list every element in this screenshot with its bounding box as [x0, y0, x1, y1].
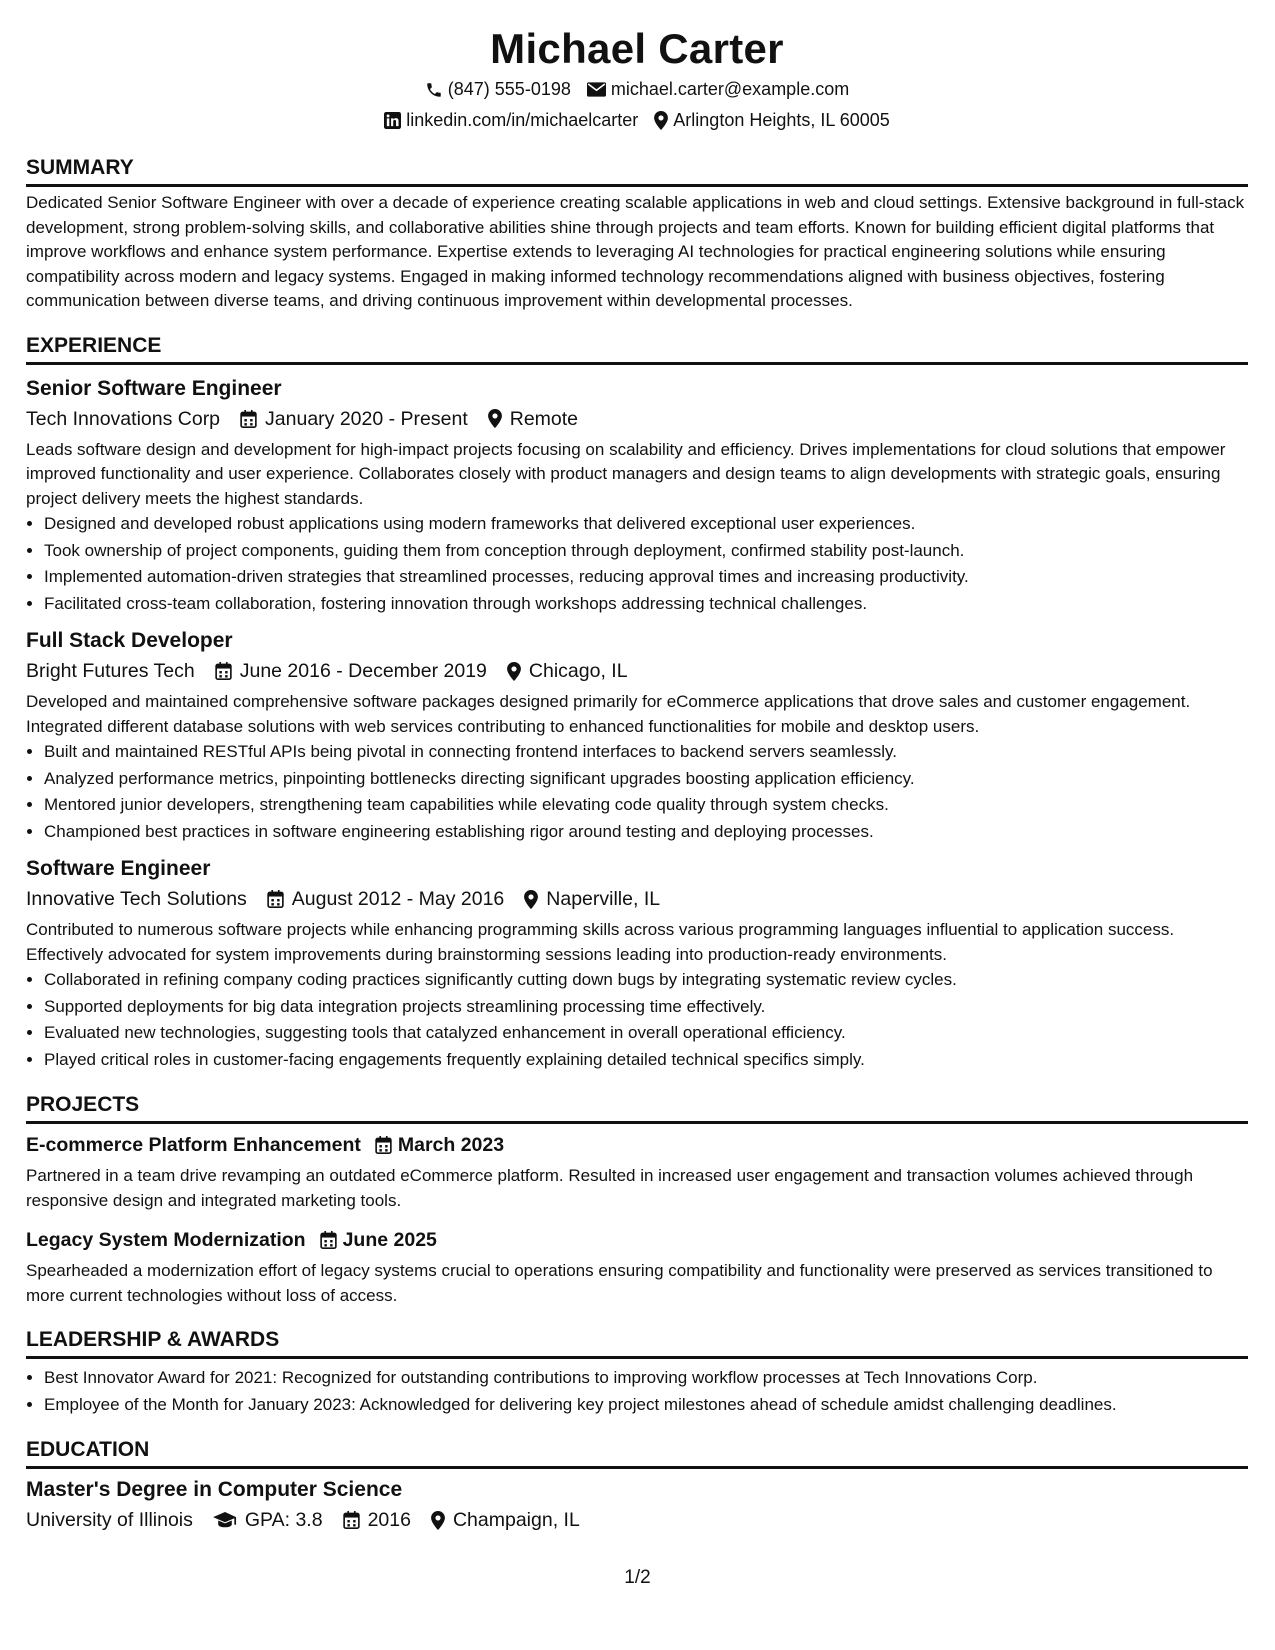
- school-name: University of Illinois: [26, 1509, 193, 1531]
- job-title: Software Engineer: [26, 857, 211, 880]
- job-meta: [26, 656, 1248, 686]
- graduation-year: [343, 1505, 411, 1535]
- awards-heading: LEADERSHIP & AWARDS: [26, 1326, 1248, 1359]
- list-item: • Supported deployments for big data integration projects streamlining processing time effectively.: [44, 994, 1248, 1021]
- list-item: • Designed and developed robust applications using modern frameworks that delivered exceptional user experiences.: [44, 511, 1248, 538]
- phone-number: (847) 555-0198: [447, 79, 571, 99]
- list-item: • Played critical roles in customer-facing engagements frequently explaining detailed technical specifics simply.: [44, 1047, 1248, 1074]
- project-name: E-commerce Platform Enhancement: [26, 1134, 361, 1156]
- phone-icon: [425, 81, 443, 99]
- date-range: January 2020 - Present: [265, 407, 468, 430]
- projects-heading: PROJECTS: [26, 1091, 1248, 1124]
- job-description: Developed and maintained comprehensive software packages designed primarily for eCommerce applications that drove sales and customer engagement. Integrated different database solutions with web services contributing to enhanced functionalities for mobile and desktop users.: [26, 692, 1191, 736]
- job-title: Full Stack Developer: [26, 629, 233, 652]
- list-item: • Championed best practices in software engineering establishing rigor around testing and deploying processes.: [44, 819, 1248, 846]
- job-bullets: [26, 739, 1248, 845]
- company-name: Tech Innovations Corp: [26, 407, 221, 430]
- page-number: 1/2: [624, 1567, 651, 1588]
- year-text: 2016: [367, 1509, 411, 1531]
- calendar-icon: [215, 662, 232, 680]
- job-description: Contributed to numerous software projects while enhancing programming skills across various programming languages influential to application success. Effectively advocated for system improvements during brainstorming sessions leading into production-ready environments.: [26, 920, 1175, 964]
- location-text: Arlington Heights, IL 60005: [673, 110, 890, 130]
- location-contact: [654, 105, 889, 136]
- calendar-icon: [343, 1511, 360, 1529]
- gpa-text: GPA: 3.8: [244, 1509, 323, 1531]
- date-range: August 2012 - May 2016: [291, 888, 505, 910]
- job-bullets: [26, 511, 1248, 617]
- job-entry: [26, 374, 1248, 618]
- map-pin-icon: [431, 1511, 445, 1530]
- list-item: • Collaborated in refining company coding practices significantly cutting down bugs by integrating systematic review cycles.: [44, 967, 1248, 994]
- awards-section: [26, 1326, 1248, 1418]
- linkedin-contact[interactable]: [384, 105, 638, 136]
- job-company: [26, 404, 220, 434]
- education-location: [431, 1505, 580, 1535]
- calendar-icon: [320, 1231, 337, 1249]
- graduation-cap-icon: [213, 1512, 237, 1529]
- education-section: [26, 1436, 1248, 1535]
- linkedin-url[interactable]: linkedin.com/in/michaelcarter: [406, 110, 639, 130]
- list-item: • Employee of the Month for January 2023: Acknowledged for delivering key project milestones ahead of schedule amidst challenging deadlines.: [44, 1392, 1248, 1419]
- contact-line-1: [26, 74, 1248, 105]
- experience-section: [26, 332, 1248, 1074]
- job-dates: [267, 884, 504, 914]
- projects-section: [26, 1091, 1248, 1308]
- job-location: [507, 656, 628, 686]
- project-header: [26, 1225, 1248, 1255]
- map-pin-icon: [507, 662, 521, 681]
- project-date: [320, 1225, 437, 1255]
- job-meta: [26, 404, 1248, 434]
- summary-heading: SUMMARY: [26, 154, 1248, 187]
- map-pin-icon: [654, 111, 668, 130]
- map-pin-icon: [488, 409, 502, 428]
- candidate-name: Michael Carter: [490, 25, 784, 72]
- date-range: June 2016 - December 2019: [239, 660, 487, 682]
- job-location-text: Remote: [509, 407, 579, 430]
- job-location: [524, 884, 660, 914]
- project-description: Spearheaded a modernization effort of legacy systems crucial to operations ensuring compatibility and functionality were preserved as services transitioned to more current technologies without loss of access.: [26, 1261, 1213, 1305]
- email-address[interactable]: michael.carter@example.com: [610, 79, 850, 99]
- calendar-icon: [240, 410, 257, 428]
- list-item: • Facilitated cross-team collaboration, fostering innovation through workshops addressing technical challenges.: [44, 591, 1248, 618]
- contact-line-2: [26, 105, 1248, 136]
- job-dates: [215, 656, 487, 686]
- project-date-text: March 2023: [397, 1134, 505, 1156]
- awards-list: [26, 1365, 1248, 1418]
- job-location: [488, 404, 578, 434]
- education-meta: [26, 1505, 1248, 1535]
- project-date: [375, 1130, 504, 1160]
- email-contact[interactable]: [587, 74, 849, 105]
- education-location-text: Champaign, IL: [452, 1509, 580, 1531]
- list-item: • Built and maintained RESTful APIs being pivotal in connecting frontend interfaces to backend servers seamlessly.: [44, 739, 1248, 766]
- summary-section: [26, 154, 1248, 314]
- linkedin-icon: [384, 112, 401, 129]
- project-header: [26, 1130, 1248, 1160]
- job-entry: [26, 854, 1248, 1073]
- project-date-text: June 2025: [342, 1229, 437, 1251]
- calendar-icon: [267, 890, 284, 908]
- list-item: • Implemented automation-driven strategies that streamlined processes, reducing approval times and increasing productivity.: [44, 564, 1248, 591]
- job-bullets: [26, 967, 1248, 1073]
- job-meta: [26, 884, 1248, 914]
- education-heading: EDUCATION: [26, 1436, 1248, 1469]
- list-item: • Evaluated new technologies, suggesting tools that catalyzed enhancement in overall operational efficiency.: [44, 1020, 1248, 1047]
- resume-page: [26, 0, 1248, 1539]
- job-location-text: Naperville, IL: [546, 888, 661, 910]
- job-location-text: Chicago, IL: [528, 660, 628, 682]
- project-name: Legacy System Modernization: [26, 1229, 306, 1251]
- experience-heading: EXPERIENCE: [26, 332, 1248, 365]
- calendar-icon: [375, 1136, 392, 1154]
- list-item: • Best Innovator Award for 2021: Recognized for outstanding contributions to improving workflow processes at Tech Innovations Corp.: [44, 1365, 1248, 1392]
- job-entry: [26, 626, 1248, 845]
- job-company: [26, 884, 247, 914]
- company-name: Bright Futures Tech: [26, 660, 195, 682]
- job-company: [26, 656, 195, 686]
- list-item: • Mentored junior developers, strengthening team capabilities while elevating code quality through system checks.: [44, 792, 1248, 819]
- summary-text: Dedicated Senior Software Engineer with over a decade of experience creating scalable applications in web and cloud settings. Extensive background in full-stack development, strong problem-solving skills, and collaborative abilities shine through projects and team efforts. Known for building efficient digital platforms that improve workflows and enhance system performance. Expertise extends to leveraging AI technologies for practical engineering solutions while ensuring compatibility across modern and legacy systems. Engaged in making informed technology recommendations aligned with business objectives, fostering communication between diverse teams, and driving continuous improvement within developmental processes.: [26, 193, 1245, 310]
- envelope-icon: [587, 82, 606, 97]
- phone-contact: [425, 74, 571, 105]
- list-item: • Analyzed performance metrics, pinpointing bottlenecks directing significant upgrades boosting application efficiency.: [44, 766, 1248, 793]
- map-pin-icon: [524, 890, 538, 909]
- project-description: Partnered in a team drive revamping an outdated eCommerce platform. Resulted in increased user engagement and transaction volumes achieved through responsive design and integrated marketing tools.: [26, 1166, 1194, 1210]
- job-description: Leads software design and development for high-impact projects focusing on scalability and efficiency. Drives implementations for cloud solutions that empower improved functionality and user experience. Collaborates closely with product managers and design teams to align developments with strategic goals, ensuring project delivery meets the highest standards.: [26, 439, 1226, 508]
- degree-title: Master's Degree in Computer Science: [26, 1478, 403, 1501]
- gpa: [213, 1505, 323, 1535]
- job-title: Senior Software Engineer: [26, 376, 282, 400]
- list-item: • Took ownership of project components, guiding them from conception through deployment, confirmed stability post-launch.: [44, 538, 1248, 565]
- school: [26, 1505, 193, 1535]
- job-dates: [240, 404, 468, 434]
- company-name: Innovative Tech Solutions: [26, 888, 247, 910]
